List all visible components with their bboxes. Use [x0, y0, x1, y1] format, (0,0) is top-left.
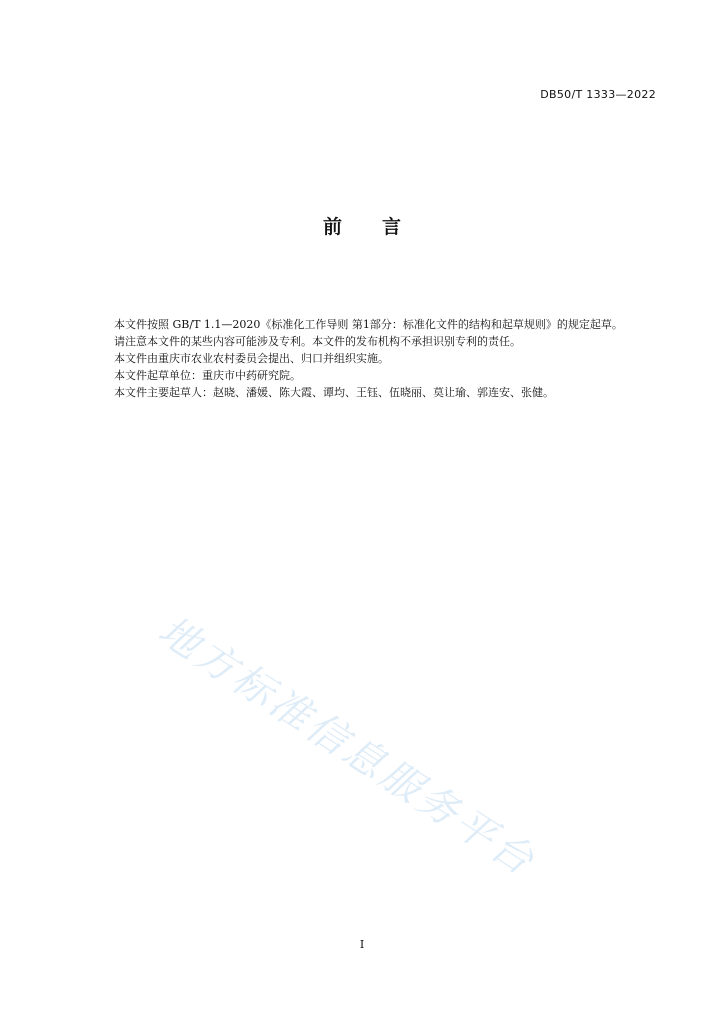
- paragraph-proposer: 本文件由重庆市农业农村委员会提出、归口并组织实施。: [114, 352, 389, 365]
- page-number: I: [359, 938, 365, 951]
- title-char-2: 言: [382, 216, 402, 238]
- title-char-1: 前: [322, 216, 342, 238]
- page-title: [0, 212, 724, 239]
- paragraph-drafting-rules: 本文件按照 GB/T 1.1—2020《标准化工作导则 第1部分：标准化文件的结构和起草规则》的规定起草。: [114, 318, 623, 331]
- paragraph-drafters: 本文件主要起草人：赵晓、潘媛、陈大霞、谭均、王钰、伍晓丽、莫让瑜、郭连安、张健。: [114, 386, 554, 399]
- watermark: 地方标准信息服务平台: [150, 607, 545, 886]
- paragraph-drafting-unit: 本文件起草单位：重庆市中药研究院。: [114, 369, 301, 382]
- foreword-body: [92, 316, 660, 401]
- document-code: DB50/T 1333—2022: [540, 88, 656, 101]
- paragraph-patent-notice: 请注意本文件的某些内容可能涉及专利。本文件的发布机构不承担识别专利的责任。: [114, 335, 521, 348]
